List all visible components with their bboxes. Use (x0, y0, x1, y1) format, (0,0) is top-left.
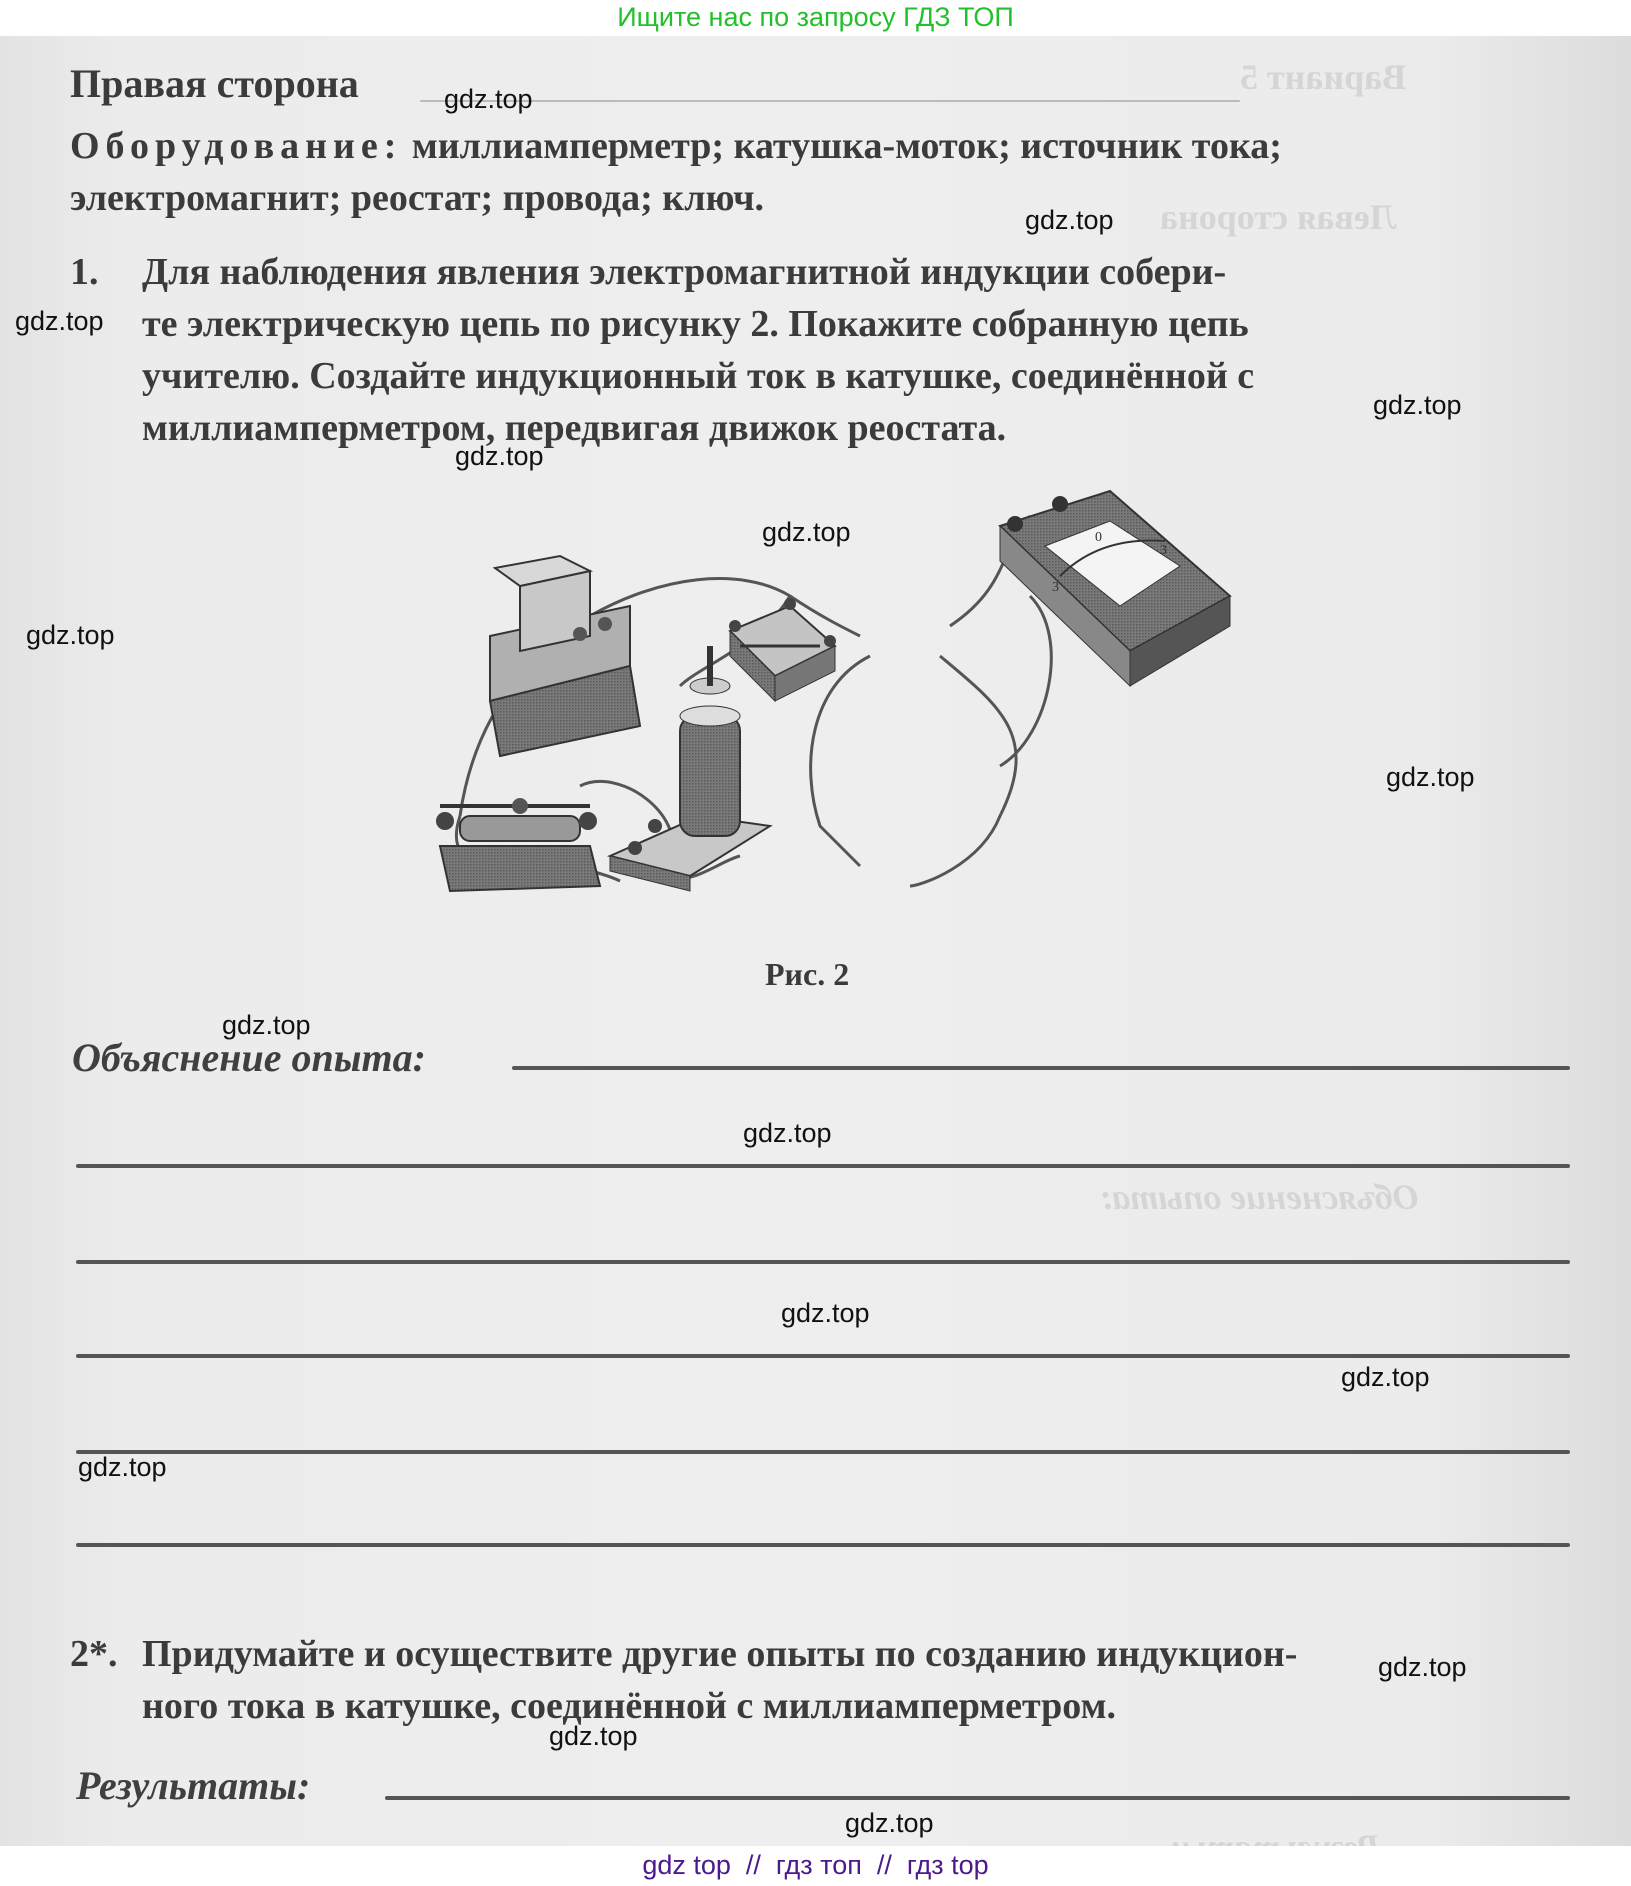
meter-scale-left: 3 (1052, 580, 1059, 595)
circuit-figure (440, 486, 1230, 906)
answer-line[interactable] (76, 1450, 1570, 1454)
task-1 (70, 246, 1254, 454)
watermark: gdz.top (1373, 390, 1462, 420)
workbook-page (0, 36, 1631, 1846)
ghost-variant: Вариант 5 (1240, 57, 1407, 97)
bottom-banner-text[interactable]: gdz top // гдз топ // гдз top (642, 1850, 989, 1880)
answer-line[interactable] (512, 1066, 1570, 1070)
top-banner-text: Ищите нас по запросу ГДЗ ТОП (617, 2, 1014, 32)
task-2 (70, 1628, 1297, 1732)
watermark: gdz.top (455, 441, 544, 471)
figure-caption: Рис. 2 (765, 956, 850, 992)
watermark: gdz.top (1378, 1652, 1467, 1682)
meter-scale-center: 0 (1095, 530, 1102, 545)
answer-line[interactable] (76, 1164, 1570, 1168)
results-answer-line[interactable] (385, 1796, 1570, 1800)
watermark: gdz.top (1386, 762, 1475, 792)
milliammeter-icon (1000, 491, 1230, 686)
watermark: gdz.top (15, 306, 104, 336)
task-1-line: учителю. Создайте индукционный ток в катушке, соединённой с (142, 355, 1255, 397)
watermark: gdz.top (222, 1010, 311, 1040)
task-1-number: 1. (70, 251, 99, 293)
equipment-label: Оборудование: (70, 125, 403, 167)
answer-line[interactable] (76, 1543, 1570, 1547)
answer-line[interactable] (76, 1260, 1570, 1264)
coil-icon (610, 646, 770, 891)
task-2-line: ного тока в катушке, соединённой с миллиамперметром. (142, 1685, 1116, 1727)
equipment-line2: электромагнит; реостат; провода; ключ. (70, 177, 765, 219)
watermark: gdz.top (781, 1298, 870, 1328)
watermark: gdz.top (26, 620, 115, 650)
watermark: gdz.top (743, 1118, 832, 1148)
task-2-number: 2*. (70, 1633, 118, 1675)
title-rule (420, 100, 1240, 102)
bottom-banner (0, 1846, 1631, 1886)
watermark: gdz.top (549, 1721, 638, 1751)
ghost-left-side: Левая сторона (1160, 197, 1397, 237)
watermark: gdz.top (78, 1452, 167, 1482)
ghost-explanation: Объяснение опыта: (1100, 1177, 1419, 1217)
watermark: gdz.top (444, 84, 533, 114)
watermark: gdz.top (845, 1808, 934, 1838)
watermark: gdz.top (1341, 1362, 1430, 1392)
section-title: Правая сторона (70, 61, 359, 106)
explanation-label: Объяснение опыта: (72, 1035, 426, 1080)
current-source-icon (490, 556, 640, 756)
results-label: Результаты: (76, 1763, 311, 1808)
equipment-line1: миллиамперметр; катушка-моток; источник тока; (402, 125, 1282, 167)
task-1-line: Для наблюдения явления электромагнитной индукции собери- (142, 251, 1227, 293)
task-1-line: те электрическую цепь по рисунку 2. Покажите собранную цепь (142, 303, 1249, 345)
answer-line[interactable] (76, 1354, 1570, 1358)
top-banner (0, 0, 1631, 36)
watermark: gdz.top (762, 517, 851, 547)
task-2-line: Придумайте и осуществите другие опыты по созданию индукцион- (142, 1633, 1298, 1675)
meter-scale-right: 3 (1160, 543, 1167, 558)
watermark: gdz.top (1025, 205, 1114, 235)
task-1-line: миллиамперметром, передвигая движок реостата. (142, 407, 1007, 449)
